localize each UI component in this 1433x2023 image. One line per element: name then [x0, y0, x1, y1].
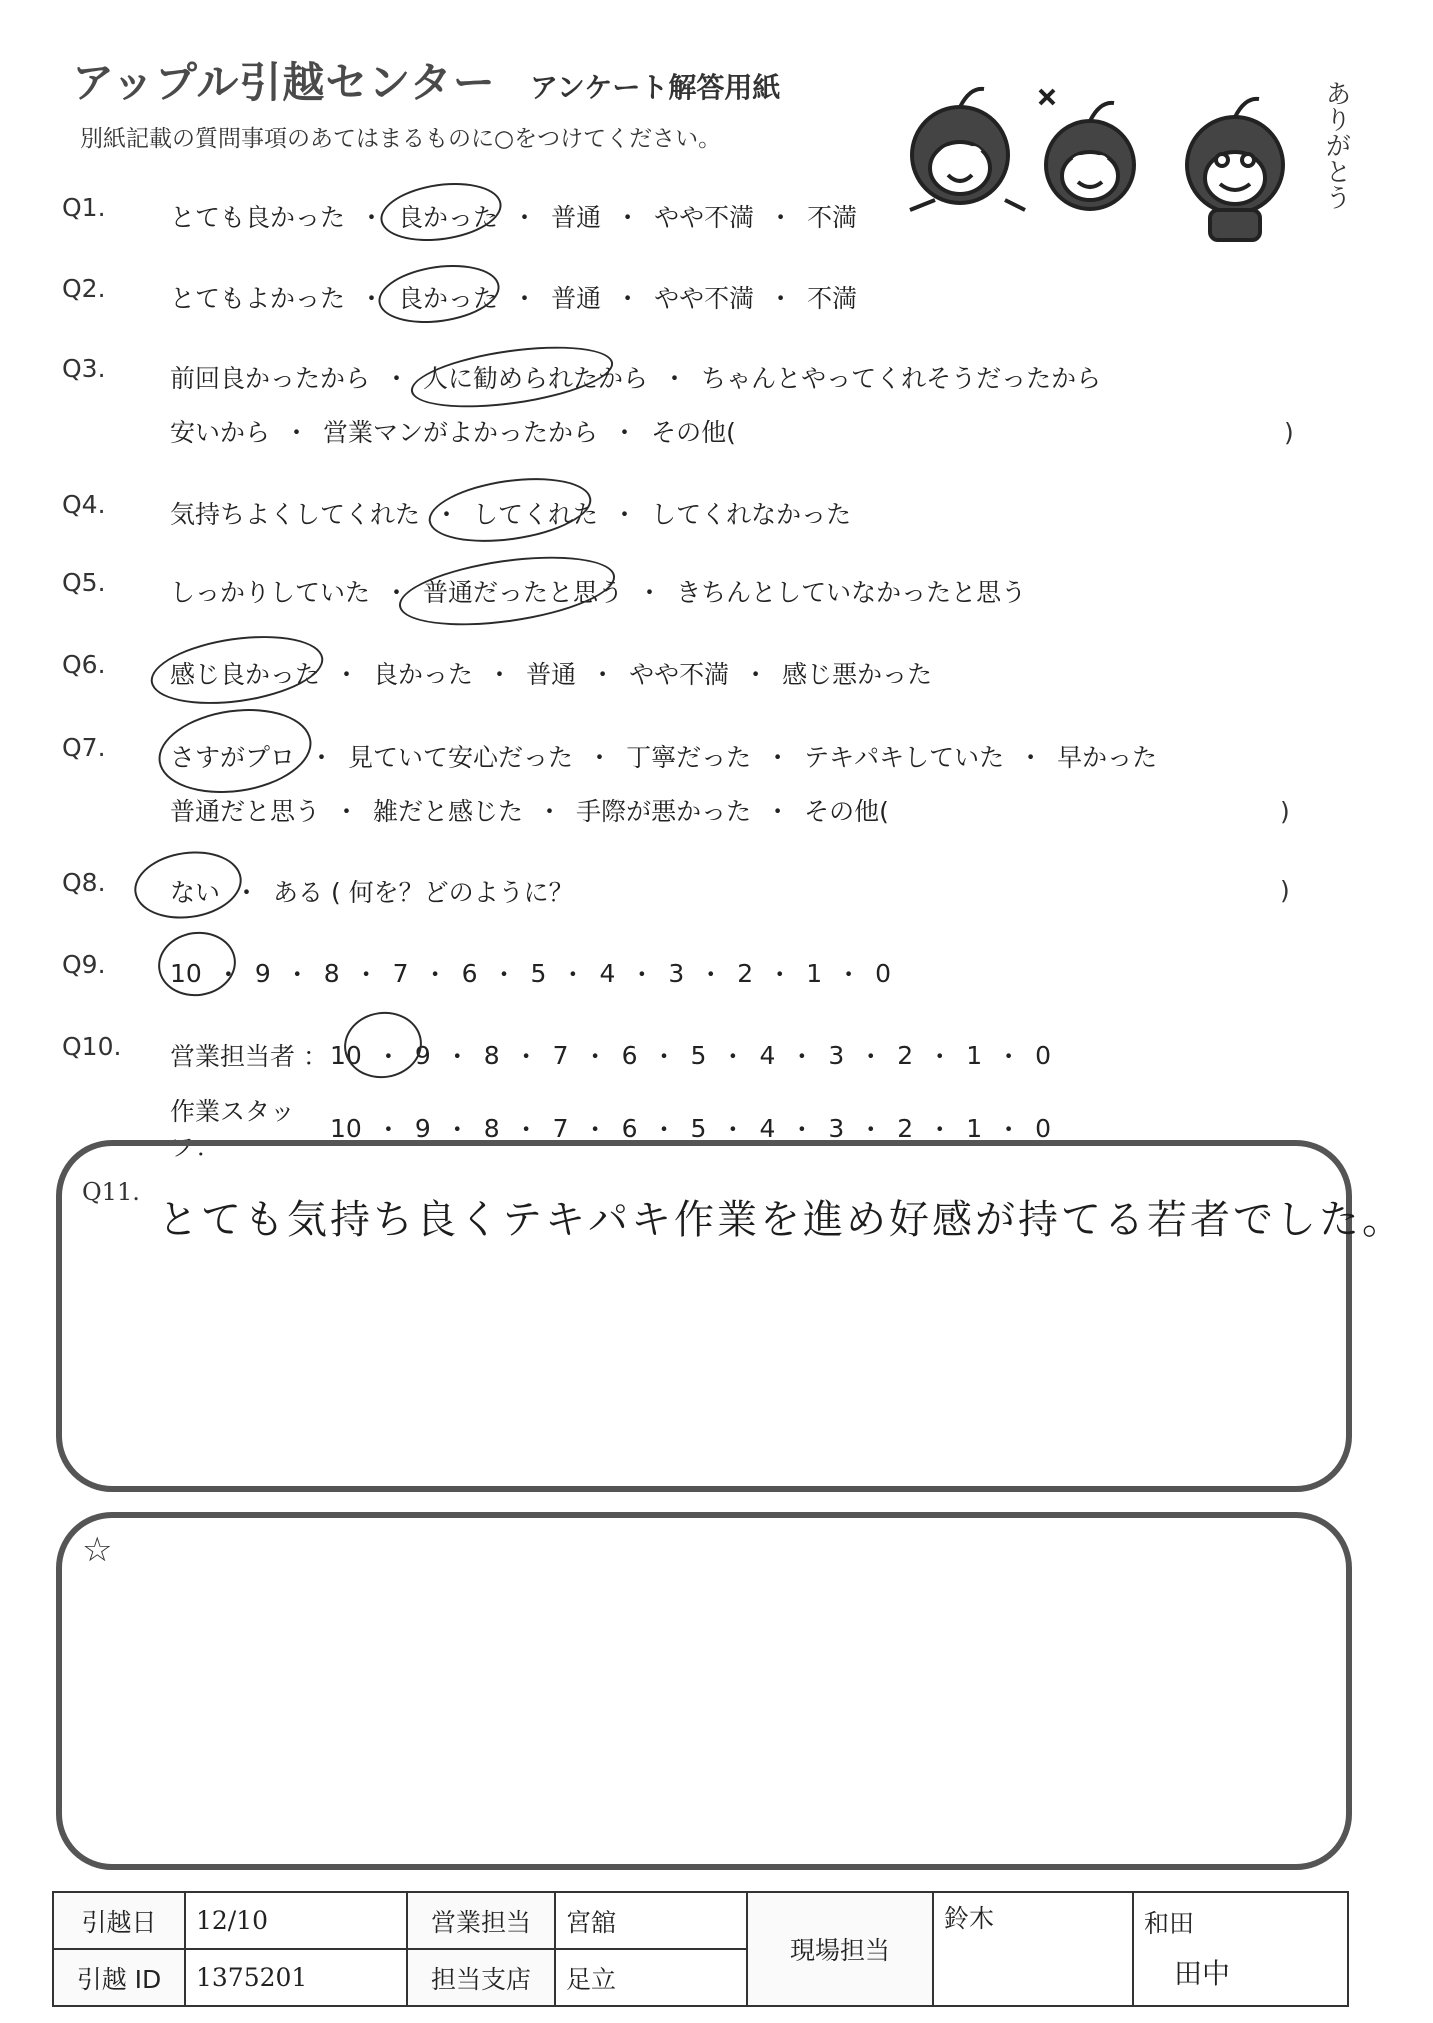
separator-dot: ・ — [996, 1042, 1022, 1071]
separator-dot: ・ — [927, 1115, 953, 1144]
separator-dot: ・ — [444, 1042, 470, 1071]
footer-info-table — [52, 1891, 1349, 2007]
q6-option-4[interactable]: やや不満 — [629, 660, 730, 689]
q10-sales-score-0[interactable]: 0 — [1035, 1040, 1052, 1070]
q4-option-1[interactable]: 気持ちよくしてくれた — [170, 500, 421, 529]
separator-dot: ・ — [582, 1042, 608, 1071]
q8-options — [170, 873, 574, 909]
q2-options — [170, 279, 857, 315]
q3-option-5[interactable]: 営業マンがよかったから — [323, 418, 599, 447]
q3-option-4[interactable]: 安いから — [170, 418, 271, 447]
separator-dot: ・ — [629, 960, 655, 989]
q9-score-1[interactable]: 1 — [806, 958, 823, 988]
instruction-text: 別紙記載の質問事項のあてはまるものに○をつけてください。 — [80, 126, 722, 152]
separator-dot: ・ — [422, 960, 448, 989]
separator-dot: ・ — [234, 878, 260, 907]
q10-sales-row — [170, 1037, 1051, 1073]
separator-dot: ・ — [996, 1115, 1022, 1144]
q10-staff-score-8[interactable]: 8 — [483, 1113, 500, 1143]
sales-rep-value: 宮舘 — [555, 1892, 747, 1949]
separator-dot: ・ — [513, 1115, 539, 1144]
q10-staff-score-1[interactable]: 1 — [966, 1113, 983, 1143]
separator-dot: ・ — [284, 960, 310, 989]
separator-dot: ・ — [765, 743, 791, 772]
q9-score-7[interactable]: 7 — [392, 958, 409, 988]
q11-handwritten-answer: とても気持ち良くテキパキ作業を進め好感が持てる若者でした。 — [158, 1197, 1405, 1243]
q10-staff-score-7[interactable]: 7 — [552, 1113, 569, 1143]
separator-dot: ・ — [720, 1115, 746, 1144]
q1-label: Q1. — [62, 193, 106, 222]
q10-sales-score-2[interactable]: 2 — [897, 1040, 914, 1070]
separator-dot: ・ — [1018, 743, 1044, 772]
q7-option-6[interactable]: 普通だと思う — [170, 797, 321, 826]
q5-option-2[interactable]: 普通だったと思う — [423, 578, 624, 607]
separator-dot: ・ — [590, 660, 616, 689]
q5-option-3[interactable]: きちんとしていなかったと思う — [676, 578, 1027, 607]
separator-dot: ・ — [662, 364, 688, 393]
q2-option-2[interactable]: 良かった — [398, 284, 499, 313]
q6-option-1[interactable]: 感じ良かった — [170, 660, 321, 689]
q9-score-0[interactable]: 0 — [875, 958, 892, 988]
mascot-3 — [1187, 99, 1283, 240]
move-date-value: 12/10 — [185, 1892, 407, 1949]
separator-dot: ・ — [513, 1042, 539, 1071]
q9-score-10[interactable]: 10 — [170, 958, 202, 988]
q4-option-2[interactable]: してくれた — [473, 500, 599, 529]
separator-dot: ・ — [767, 960, 793, 989]
separator-dot: ・ — [384, 578, 410, 607]
q3-close-paren: ) — [1284, 418, 1294, 447]
separator-dot: ・ — [384, 364, 410, 393]
q9-score-5[interactable]: 5 — [530, 958, 547, 988]
separator-dot: ・ — [765, 797, 791, 826]
q1-options — [170, 198, 857, 234]
site-staff-1: 鈴木 — [933, 1892, 1133, 2006]
q10-label: Q10. — [62, 1032, 122, 1061]
q6-option-2[interactable]: 良かった — [373, 660, 474, 689]
separator-dot: ・ — [334, 797, 360, 826]
separator-dot: ・ — [434, 500, 460, 529]
separator-dot: ・ — [537, 797, 563, 826]
separator-dot: ・ — [651, 1115, 677, 1144]
q5-options — [170, 573, 1026, 609]
q7-option-2[interactable]: 見ていて安心だった — [348, 743, 574, 772]
move-date-label: 引越日 — [53, 1892, 185, 1949]
site-staff-3: 田中 — [1174, 1957, 1231, 1990]
separator-dot: ・ — [612, 418, 638, 447]
separator-dot: ・ — [587, 743, 613, 772]
q10-sales-score-4[interactable]: 4 — [759, 1040, 776, 1070]
q10-staff-score-4[interactable]: 4 — [759, 1113, 776, 1143]
q6-option-5[interactable]: 感じ悪かった — [782, 660, 933, 689]
separator-dot: ・ — [615, 284, 641, 313]
thanks-text: ありがとう — [1321, 80, 1351, 210]
q7-label: Q7. — [62, 733, 106, 762]
star-icon: ☆ — [82, 1530, 113, 1570]
q9-score-3[interactable]: 3 — [668, 958, 685, 988]
q10-sales-score-7[interactable]: 7 — [552, 1040, 569, 1070]
q2-option-3[interactable]: 普通 — [551, 284, 602, 313]
q8-label: Q8. — [62, 868, 106, 897]
q8-option-2[interactable]: ある ( 何を？どのように？ — [273, 878, 574, 907]
q9-label: Q9. — [62, 950, 106, 979]
q9-score-9[interactable]: 9 — [254, 958, 271, 988]
q7-options-row2 — [170, 792, 889, 828]
q3-option-1[interactable]: 前回良かったから — [170, 364, 371, 393]
sales-rep-label: 営業担当 — [407, 1892, 555, 1949]
q10-sales-score-9[interactable]: 9 — [414, 1040, 431, 1070]
branch-value: 足立 — [555, 1949, 747, 2006]
separator-dot: ・ — [375, 1042, 401, 1071]
q3-label: Q3. — [62, 354, 106, 383]
q10-staff-score-2[interactable]: 2 — [897, 1113, 914, 1143]
q4-label: Q4. — [62, 490, 106, 519]
separator-dot: ・ — [359, 284, 385, 313]
mascot-2 — [1040, 90, 1134, 209]
q9-options — [170, 955, 891, 991]
separator-dot: ・ — [487, 660, 513, 689]
q10-staff-score-0[interactable]: 0 — [1035, 1113, 1052, 1143]
q7-close-paren: ) — [1280, 797, 1290, 826]
separator-dot: ・ — [789, 1042, 815, 1071]
q2-option-5[interactable]: 不満 — [807, 284, 858, 313]
q7-option-3[interactable]: 丁寧だった — [626, 743, 752, 772]
q7-options — [170, 738, 1157, 774]
q7-option-1[interactable]: さすがプロ — [170, 743, 296, 772]
q1-option-3[interactable]: 普通 — [551, 203, 602, 232]
separator-dot: ・ — [858, 1115, 884, 1144]
q10-sales-score-3[interactable]: 3 — [828, 1040, 845, 1070]
q10-staff-score-9[interactable]: 9 — [414, 1113, 431, 1143]
q9-score-8[interactable]: 8 — [323, 958, 340, 988]
q1-option-1[interactable]: とても良かった — [170, 203, 346, 232]
q7-option-5[interactable]: 早かった — [1057, 743, 1158, 772]
q5-label: Q5. — [62, 568, 106, 597]
form-subtitle: アンケート解答用紙 — [530, 71, 781, 104]
q10-staff-score-6[interactable]: 6 — [621, 1113, 638, 1143]
separator-dot: ・ — [768, 284, 794, 313]
separator-dot: ・ — [582, 1115, 608, 1144]
separator-dot: ・ — [334, 660, 360, 689]
q10-sales-score-1[interactable]: 1 — [966, 1040, 983, 1070]
q10-staff-score-5[interactable]: 5 — [690, 1113, 707, 1143]
separator-dot: ・ — [284, 418, 310, 447]
q6-label: Q6. — [62, 650, 106, 679]
separator-dot: ・ — [375, 1115, 401, 1144]
separator-dot: ・ — [789, 1115, 815, 1144]
q7-option-4[interactable]: テキパキしていた — [804, 743, 1005, 772]
site-staff-label: 現場担当 — [747, 1892, 933, 2006]
mascot-1 — [910, 89, 1025, 210]
branch-label: 担当支店 — [407, 1949, 555, 2006]
separator-dot: ・ — [512, 203, 538, 232]
separator-dot: ・ — [309, 743, 335, 772]
q10-sales-score-5[interactable]: 5 — [690, 1040, 707, 1070]
separator-dot: ・ — [927, 1042, 953, 1071]
q10-staff-score-3[interactable]: 3 — [828, 1113, 845, 1143]
separator-dot: ・ — [615, 203, 641, 232]
q10-sales-score-10[interactable]: 10 — [330, 1040, 362, 1070]
q8-close-paren: ) — [1280, 876, 1290, 905]
separator-dot: ・ — [836, 960, 862, 989]
q7-option-8[interactable]: 手際が悪かった — [576, 797, 752, 826]
q9-score-4[interactable]: 4 — [599, 958, 616, 988]
separator-dot: ・ — [512, 284, 538, 313]
q6-options — [170, 655, 932, 691]
separator-dot: ・ — [698, 960, 724, 989]
separator-dot: ・ — [215, 960, 241, 989]
separator-dot: ・ — [353, 960, 379, 989]
q10-staff-score-10[interactable]: 10 — [330, 1113, 362, 1143]
star-comment-box[interactable] — [56, 1512, 1352, 1870]
q10-staff-label: 作業スタッフ： — [170, 1097, 296, 1162]
q10-sales-score-6[interactable]: 6 — [621, 1040, 638, 1070]
q6-option-3[interactable]: 普通 — [526, 660, 577, 689]
q7-option-7[interactable]: 雑だと感じた — [373, 797, 524, 826]
q1-option-2[interactable]: 良かった — [398, 203, 499, 232]
site-staff-2: 和田 — [1144, 1909, 1195, 1938]
q1-option-5[interactable]: 不満 — [807, 203, 858, 232]
separator-dot: ・ — [768, 203, 794, 232]
q9-score-6[interactable]: 6 — [461, 958, 478, 988]
separator-dot: ・ — [637, 578, 663, 607]
q3-option-other[interactable]: その他( — [651, 418, 736, 447]
site-staff-2-3 — [1133, 1892, 1348, 2006]
separator-dot: ・ — [858, 1042, 884, 1071]
q3-option-2[interactable]: 人に勧められたから — [423, 364, 649, 393]
q5-option-1[interactable]: しっかりしていた — [170, 578, 371, 607]
q2-option-4[interactable]: やや不満 — [654, 284, 755, 313]
q10-sales-score-8[interactable]: 8 — [483, 1040, 500, 1070]
q8-option-1[interactable]: ない — [170, 878, 221, 907]
move-id-label: 引越 ID — [53, 1949, 185, 2006]
q11-label: Q11. — [82, 1178, 140, 1206]
separator-dot: ・ — [743, 660, 769, 689]
q10-sales-label: 営業担当者 ： — [170, 1042, 328, 1071]
separator-dot: ・ — [560, 960, 586, 989]
mascot-illustration — [890, 60, 1340, 250]
separator-dot: ・ — [491, 960, 517, 989]
q2-option-1[interactable]: とてもよかった — [170, 284, 346, 313]
q3-options — [170, 359, 1101, 395]
q1-option-4[interactable]: やや不満 — [654, 203, 755, 232]
q3-option-3[interactable]: ちゃんとやってくれそうだったから — [701, 364, 1102, 393]
separator-dot: ・ — [612, 500, 638, 529]
q7-option-other[interactable]: その他( — [804, 797, 889, 826]
separator-dot: ・ — [359, 203, 385, 232]
q4-option-3[interactable]: してくれなかった — [651, 500, 852, 529]
company-title: アップル引越センター — [72, 58, 496, 107]
q3-options-row2 — [170, 413, 736, 449]
separator-dot: ・ — [444, 1115, 470, 1144]
separator-dot: ・ — [651, 1042, 677, 1071]
q4-options — [170, 495, 851, 531]
q9-score-2[interactable]: 2 — [737, 958, 754, 988]
separator-dot: ・ — [720, 1042, 746, 1071]
q2-label: Q2. — [62, 274, 106, 303]
move-id-value: 1375201 — [185, 1949, 407, 2006]
